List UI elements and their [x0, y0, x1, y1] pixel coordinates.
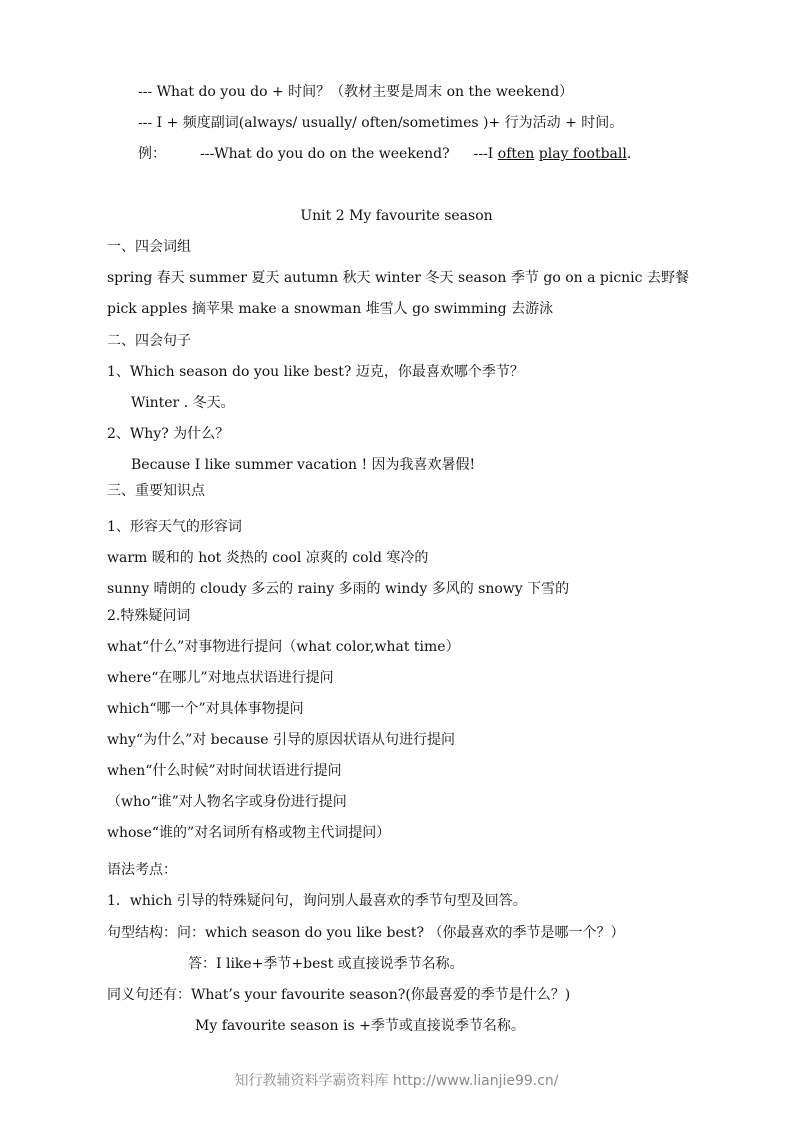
example-answer [474, 146, 632, 162]
example-label: 例： [138, 146, 166, 162]
unit-title: Unit 2 My favourite season [300, 208, 493, 224]
grammar-synonym: 同义句还有：What’s your favourite season?(你最喜爱的季节是什么？) [107, 987, 571, 1003]
sentence-q2: 2、Why? 为什么？ [107, 426, 230, 442]
section1-heading: 一、四会词组 [107, 239, 191, 255]
sentence-a2: Because I like summer vacation ! 因为我喜欢暑假! [131, 457, 476, 473]
answer-prefix: ---I [473, 146, 498, 162]
answer-often: often [497, 146, 535, 162]
phrases-row-2: pick apples 摘苹果 make a snowman 堆雪人 go swimming 去游泳 [107, 301, 554, 317]
wh-words-heading: 2.特殊疑问词 [107, 608, 191, 624]
phrases-row-1: spring 春天 summer 夏天 autumn 秋天 winter 冬天 season 季节 go on a picnic 去野餐 [107, 270, 689, 286]
grammar-point-1: 1．which 引导的特殊疑问句，询问别人最喜欢的季节句型及回答。 [107, 893, 527, 909]
section2-heading: 二、四会句子 [107, 333, 191, 349]
wh-word-item: where“在哪儿”对地点状语进行提问 [107, 670, 334, 686]
adjectives-row-1: warm 暖和的 hot 炎热的 cool 凉爽的 cold 寒冷的 [107, 550, 429, 566]
sentence-q1: 1、Which season do you like best? 迈克，你最喜欢哪个季节？ [107, 364, 524, 380]
wh-word-item: why“为什么”对 because 引导的原因状语从句进行提问 [107, 732, 456, 748]
grammar-synonym-answer: My favourite season is +季节或直接说季节名称。 [195, 1018, 525, 1034]
sentence-a1: Winter . 冬天。 [131, 395, 235, 411]
adjectives-heading: 1、形容天气的形容词 [107, 519, 242, 535]
wh-word-item: what“什么”对事物进行提问（what color,what time） [107, 639, 460, 655]
grammar-structure: 句型结构：问：which season do you like best? （你最喜欢的季节是哪一个？） [107, 925, 625, 941]
wh-word-item: （who“谁”对人物名字或身份进行提问 [107, 794, 347, 810]
footer-watermark: 知行教辅资料学霸资料库 http://www.lianjie99.cn/ [234, 1073, 559, 1089]
answer-play-football: play football [538, 146, 627, 162]
adjectives-row-2: sunny 晴朗的 cloudy 多云的 rainy 多雨的 windy 多风的 snowy 下雪的 [107, 581, 570, 597]
grammar-answer: 答：I like+季节+best 或直接说季节名称。 [188, 956, 464, 972]
top-line-2: --- I + 频度副词(always/ usually/ often/sometimes )+ 行为活动 + 时间。 [138, 115, 624, 131]
grammar-heading: 语法考点： [107, 862, 177, 878]
top-line-1: --- What do you do + 时间？（教材主要是周末 on the weekend） [138, 84, 574, 100]
wh-word-item: which“哪一个”对具体事物提问 [107, 701, 304, 717]
example-question: ---What do you do on the weekend? [200, 146, 450, 162]
wh-word-item: when“什么时候”对时间状语进行提问 [107, 763, 342, 779]
section3-heading: 三、重要知识点 [107, 483, 205, 499]
answer-end: . [626, 146, 632, 162]
example-line [138, 145, 631, 163]
wh-word-item: whose“谁的”对名词所有格或物主代词提问） [107, 825, 391, 841]
